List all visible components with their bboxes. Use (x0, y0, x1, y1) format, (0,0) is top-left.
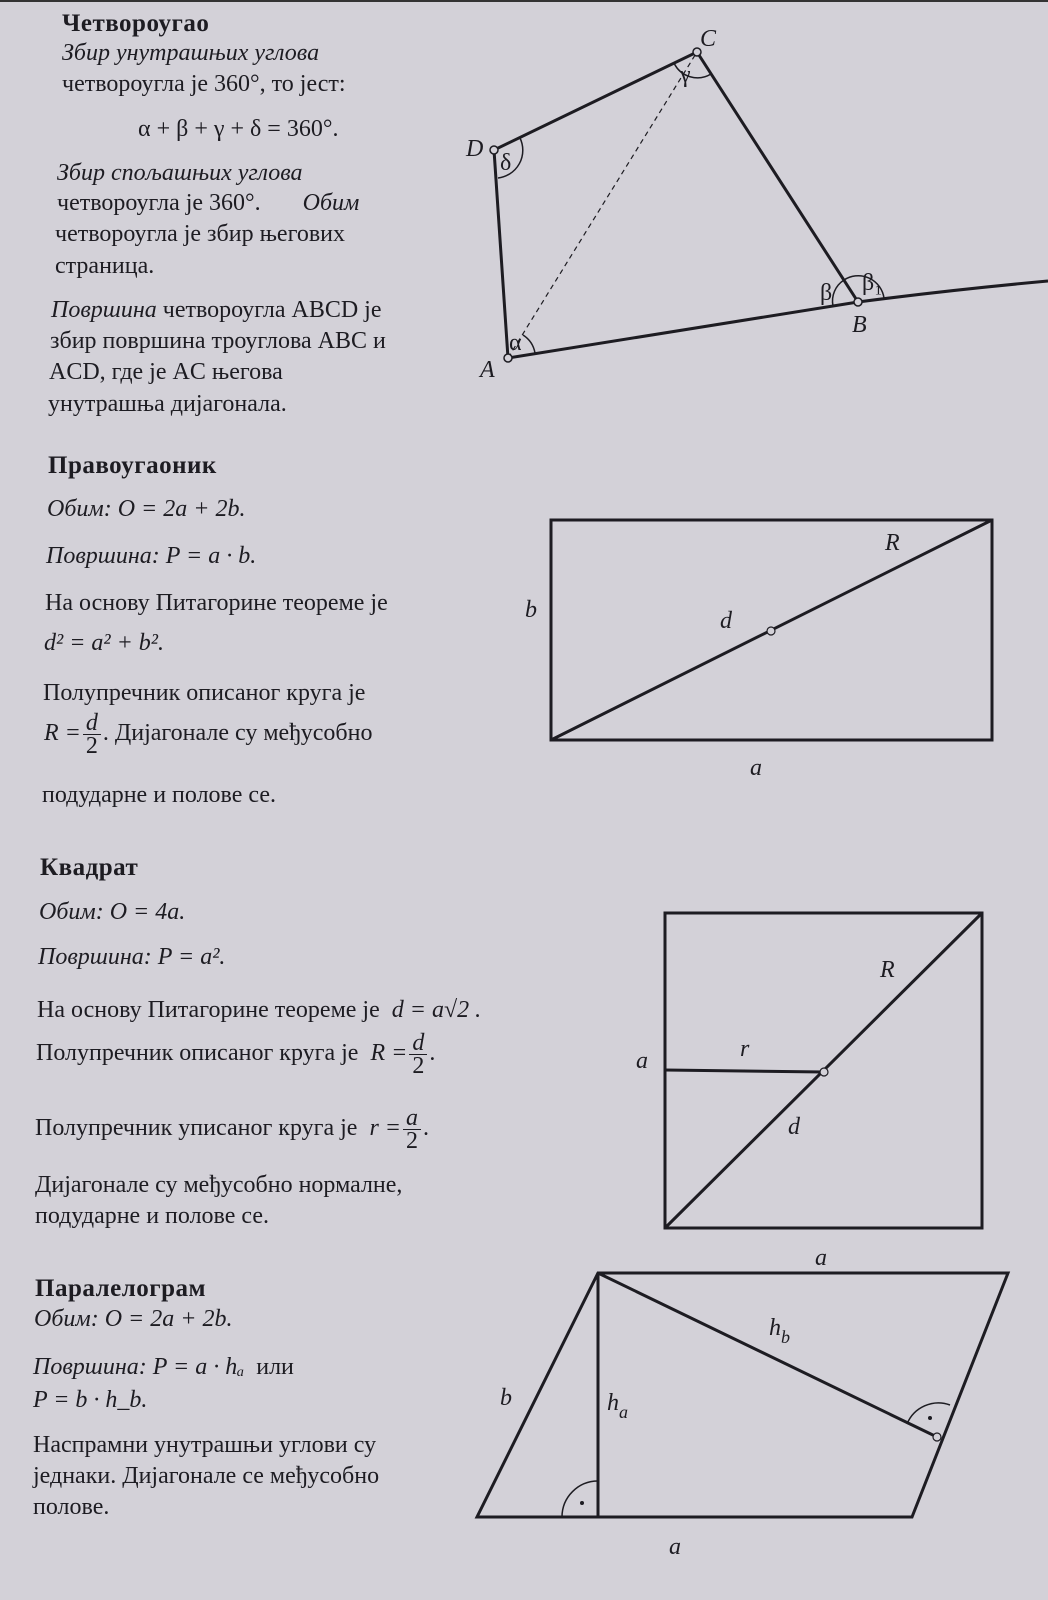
parallelogram-diagram (477, 1273, 1008, 1517)
parallelogram-shape (477, 1273, 1008, 1517)
quadrilateral-shape (494, 52, 858, 358)
text-span: Обим (302, 190, 360, 216)
label-a-side: a (636, 1048, 648, 1074)
text-span: Површина (51, 297, 157, 323)
text-line: Полупречник уписаног круга је r = $\frac{a}{2}$ . (35, 1105, 429, 1154)
formula: P = a · b. (165, 543, 257, 569)
label-a-bottom: a (815, 1245, 827, 1271)
quadrilateral-diagram (490, 48, 1048, 362)
right-angle-mark (907, 1403, 950, 1424)
text-line: унутрашња дијагонала. (48, 391, 287, 417)
label-d: d (788, 1114, 800, 1140)
formula: O = 2a + 2b. (104, 1306, 233, 1332)
angle-label-alpha: α (509, 330, 522, 356)
label-hb: $h_b$ (769, 1315, 790, 1347)
denominator: 2 (412, 1053, 425, 1079)
angle-sum-formula: α + β + γ + δ = 360°. (138, 116, 339, 142)
text-line: збир површина троуглова ABC и (50, 328, 386, 354)
text-span: Полупречник уписаног круга је (35, 1115, 358, 1142)
text-line: Наспрамни унутрашњи углови су (33, 1432, 377, 1458)
text-line: Збир унутрашњих углова (62, 40, 320, 66)
formula: r = (369, 1115, 401, 1142)
text-span: Обим: (47, 496, 112, 522)
angle-label-gamma: γ (680, 62, 691, 88)
text-line: подударне и полове се. (42, 782, 276, 808)
label-b: b (500, 1385, 512, 1411)
text-line: подударне и полове се. (35, 1203, 269, 1229)
text-line: четвороугла је збир његових (55, 221, 346, 247)
text-line: ACD, где је AC његова (49, 359, 283, 385)
formula: P = b · h_b. (33, 1387, 148, 1413)
text-line: Збир спољашњих углова (57, 160, 303, 186)
text-line: четвороугла је 360°, то јест: (62, 71, 346, 97)
text-line: Полупречник описаног круга је (43, 680, 366, 706)
text-span: Обим: (34, 1306, 99, 1332)
angle-label-delta: δ (500, 150, 512, 176)
text-span: Полупречник описаног круга је (36, 1040, 359, 1067)
label-a: a (750, 755, 762, 781)
text-line: полове. (33, 1494, 110, 1520)
angle-arc-beta (833, 280, 844, 306)
extension-line (858, 281, 1048, 302)
formula: R = (44, 720, 81, 747)
text-span: . Дијагонале су међусобно (102, 720, 373, 747)
text-line: Полупречник описаног круга је R = $\frac{d}{2}$ . (36, 1030, 436, 1079)
text-span: Обим: (39, 899, 104, 925)
section-title-rectangle: Правоугаоник (48, 452, 217, 479)
formula: O = 2a + 2b. (117, 496, 246, 522)
text-span: или (256, 1354, 294, 1380)
section-title-quadrilateral: Четвороугао (62, 10, 210, 37)
rectangle-diagram (551, 520, 992, 740)
formula: P = a · hₐ (152, 1354, 245, 1380)
angle-arc-alpha (523, 335, 535, 353)
vertex-label-b: B (852, 312, 867, 338)
text-line: једнаки. Дијагонале се међусобно (33, 1463, 380, 1489)
angle-label-beta: β (820, 280, 833, 306)
numerator: d (83, 712, 101, 735)
numerator: a (403, 1107, 421, 1130)
formula: d² = a² + b². (44, 630, 164, 656)
text-line: страница. (55, 253, 155, 279)
text-span: На основу Питагорине теореме је (37, 997, 380, 1023)
formula: R = (370, 1040, 408, 1067)
denominator: 2 (406, 1128, 418, 1154)
label-d: d (720, 608, 732, 634)
denominator: 2 (85, 733, 98, 759)
label-ha: $h_a$ (607, 1390, 628, 1422)
vertex-label-a: A (480, 357, 495, 383)
vertex-label-c: C (700, 26, 717, 52)
label-r: R (885, 530, 900, 556)
inradius-line (665, 1070, 824, 1072)
formula: d = a√2 . (391, 997, 482, 1023)
text-span: Површина: (46, 543, 160, 569)
angle-label-beta1: β₁ (862, 270, 883, 296)
text-span: четвороугла је 360°. (57, 190, 261, 216)
formula: P = a². (157, 944, 226, 970)
section-title-parallelogram: Паралелограм (35, 1275, 207, 1302)
label-r-circumradius: R (880, 957, 895, 983)
right-angle-mark (562, 1481, 598, 1517)
label-b: b (525, 597, 537, 623)
text-span: четвороугла ABCD је (156, 297, 382, 323)
section-title-square: Квадрат (40, 854, 139, 881)
text-span: Површина: (38, 944, 152, 970)
numerator: d (409, 1032, 427, 1055)
square-diagram (665, 913, 982, 1228)
text-span: Површина: (33, 1354, 147, 1380)
formula: O = 4a. (109, 899, 186, 925)
height-hb (598, 1273, 937, 1437)
text-line: Дијагонале су међусобно нормалне, (35, 1172, 403, 1198)
label-a: a (669, 1534, 681, 1560)
label-r-inradius: r (740, 1036, 750, 1062)
vertex-label-d: D (466, 136, 484, 162)
text-line: На основу Питагорине теореме је (45, 590, 388, 616)
